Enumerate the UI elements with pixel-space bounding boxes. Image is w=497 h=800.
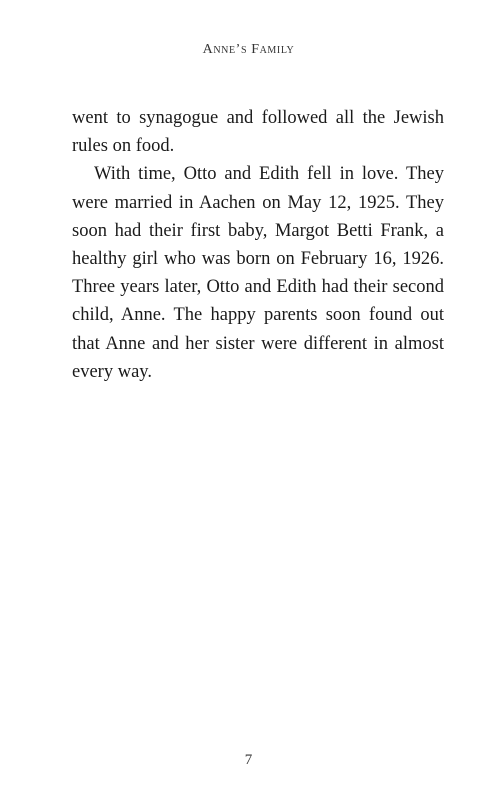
body-text bbox=[72, 104, 444, 386]
page-number: 7 bbox=[244, 752, 253, 768]
paragraph: With time, Otto and Edith fell in love. They were married in Aachen on May 12, 1925. They soon had their first baby, Margot Betti Frank, a healthy girl who was born on February 16, 1926. Three years later, Otto and Edith had their second child, Anne. The happy parents soon found out that Anne and her sister were different in almost every way. bbox=[72, 164, 444, 382]
running-head: Anne’s Family bbox=[202, 42, 295, 57]
paragraph-continued: went to synagogue and followed all the Jewish rules on food. bbox=[72, 108, 444, 157]
